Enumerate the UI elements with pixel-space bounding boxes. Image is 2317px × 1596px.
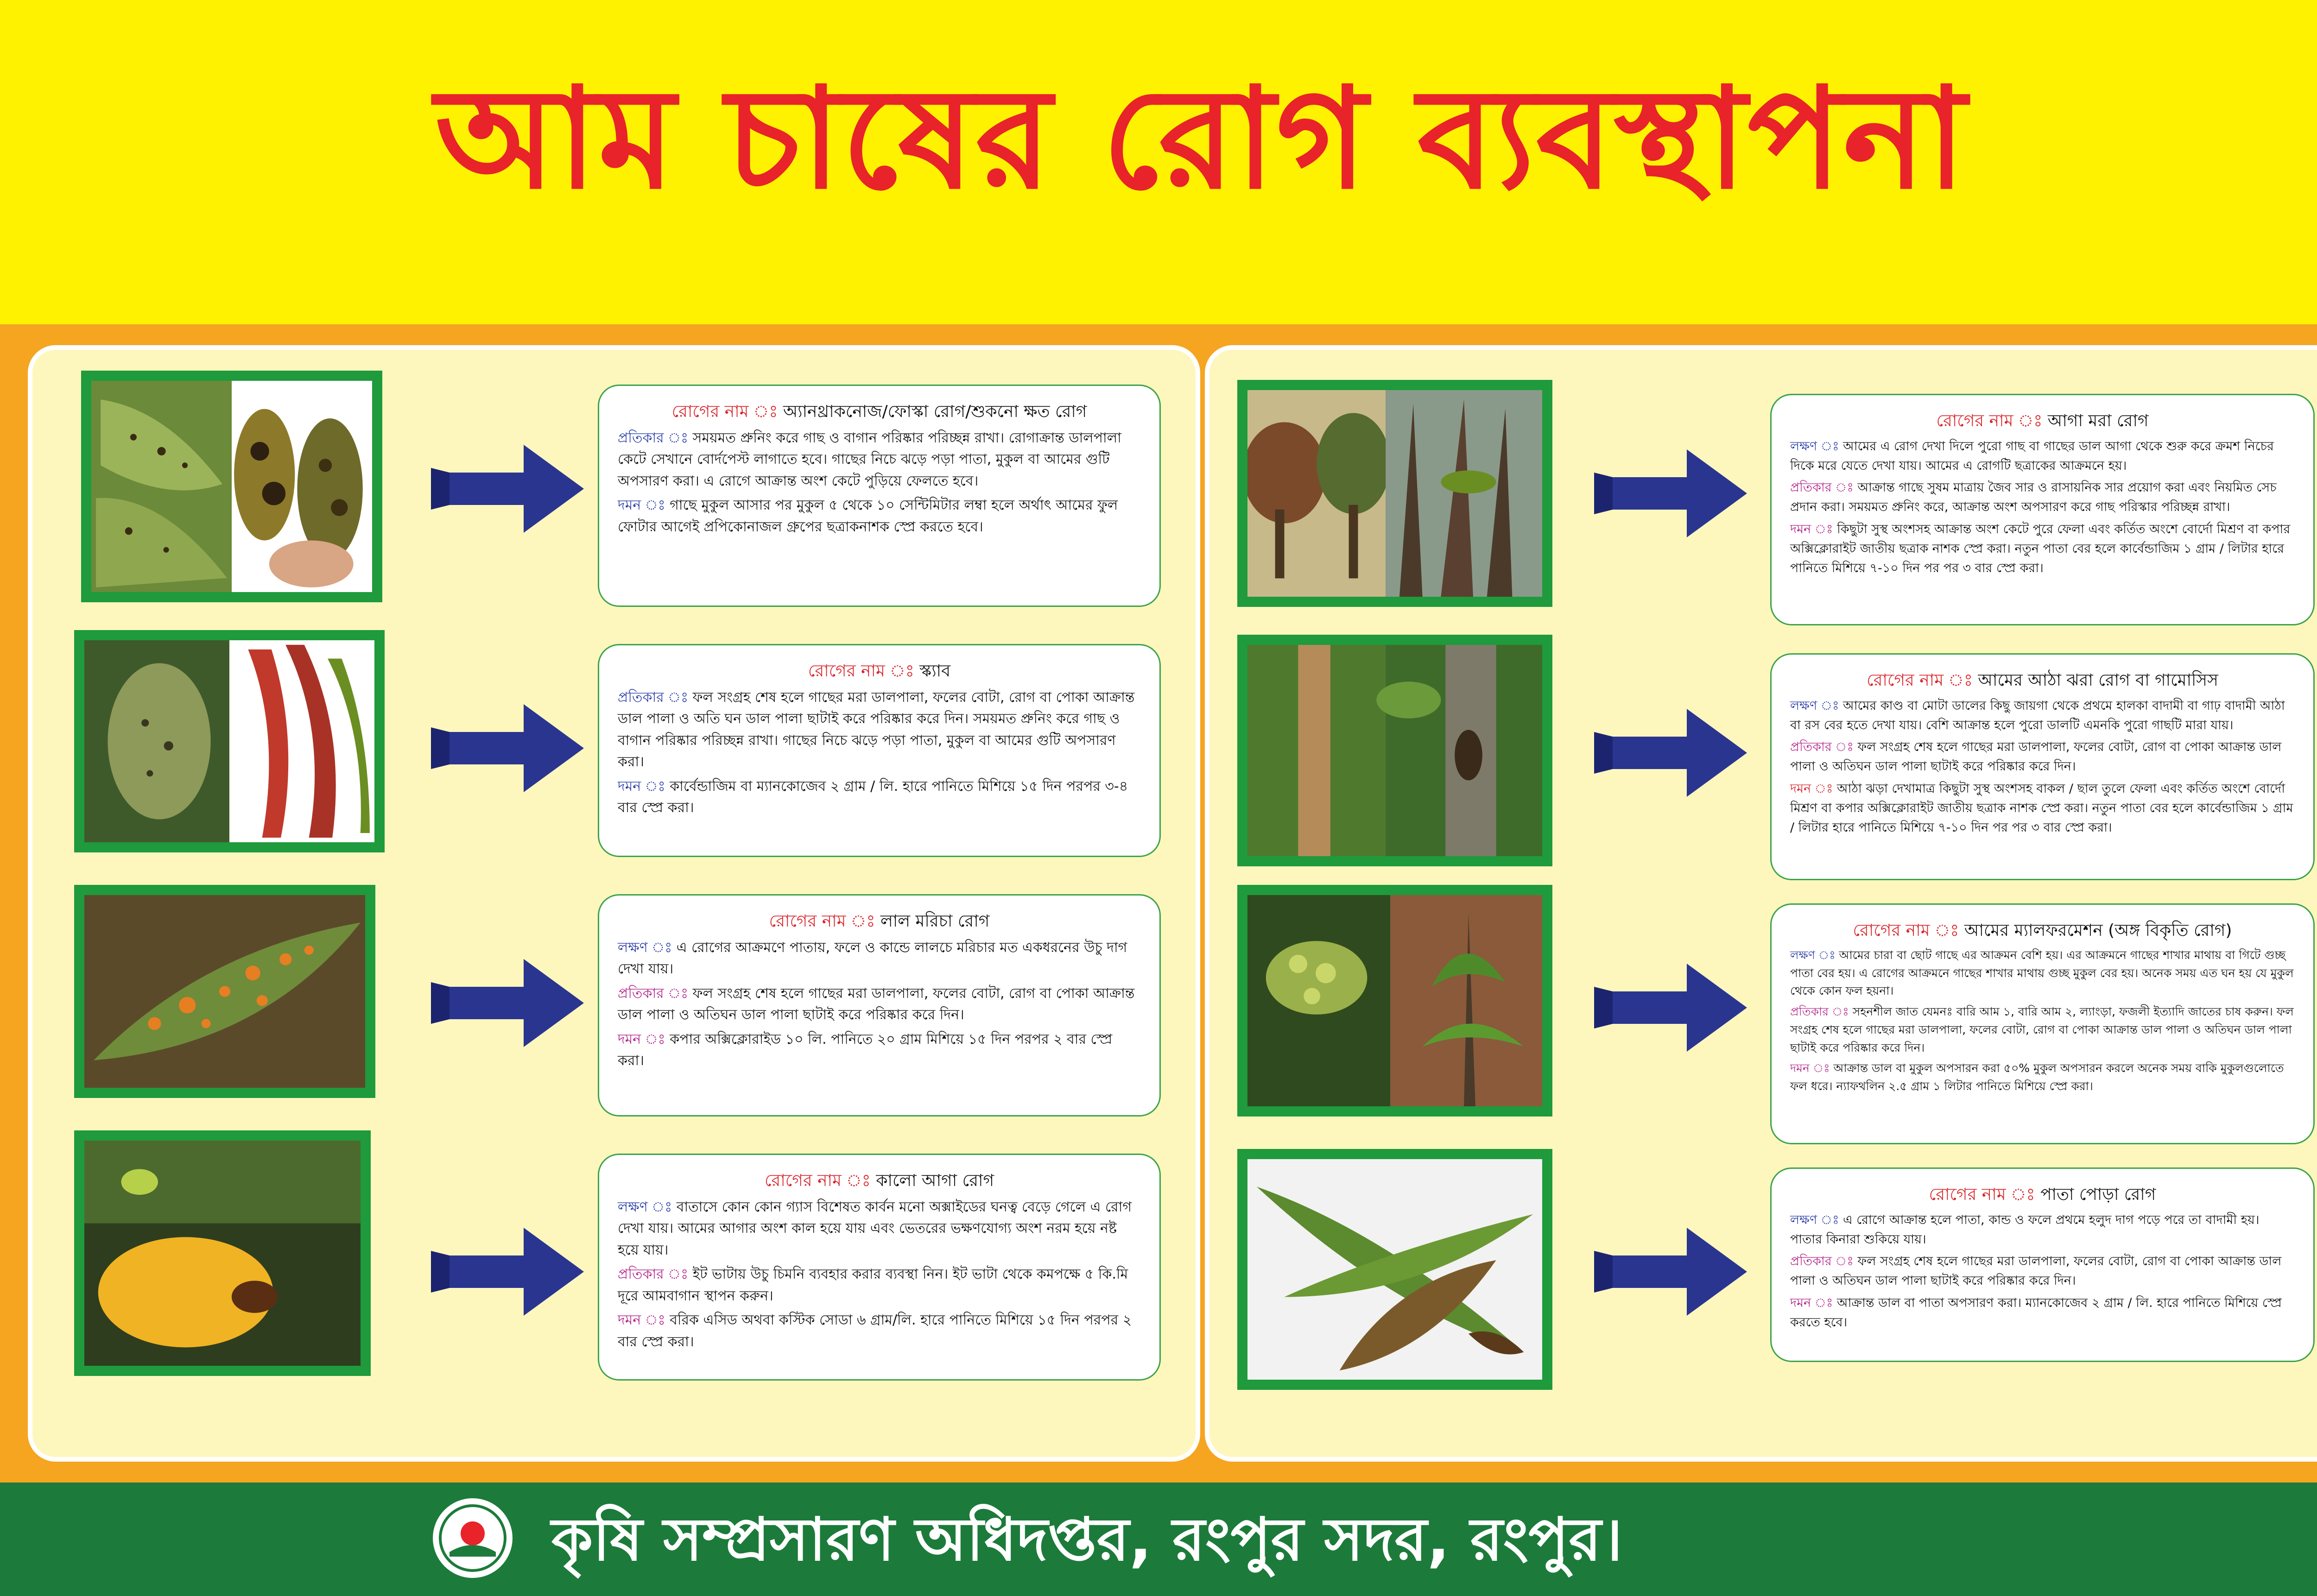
control-text: কিছুটা সুস্থ অংশসহ আক্রান্ত অংশ কেটে পুরে ফেলা এবং কর্তিত অংশে বোর্দো মিশ্রণ বা কপার অক্সিক্লোরাইট জাতীয় ছত্রাক নাশক স্প্রে করা। নতুন পাতা বের হলে কার্বেন্ডাজিম ১ গ্রাম / লিটার হারে পানিতে মিশিয়ে ৭-১০ দিন পর পর ৩ বার স্প্রে করা। [1790,522,2291,575]
remedy-text: আক্রান্ত গাছে সুষম মাত্রায় জৈব সার ও রাসায়নিক সার প্রয়োগ করা এবং নিয়মিত সেচ প্রদান করা। সময়মত প্রুনিং করে, আক্রান্ত অংশ অপসারণ করে গাছ পরিস্কার পরিচ্ছন্ন রাখা। [1790,480,2277,515]
disease-card-leaf-scorch [1770,1167,2315,1362]
control-text: গাছে মুকুল আসার পর মুকুল ৫ থেকে ১০ সেন্টিমিটার লম্বা হলে অর্থাৎ আমের ফুল ফোটার আগেই প্রপিকোনাজল গ্রুপের ছত্রাকনাশক স্প্রে করতে হবে। [618,497,1118,535]
control-text: কার্বেন্ডাজিম বা ম্যানকোজেব ২ গ্রাম / লি. হারে পানিতে মিশিয়ে ১৫ দিন পরপর ৩-৪ বার স্প্রে করা। [618,778,1128,816]
control-label: দমন ঃ [618,1031,665,1047]
photo-anthracnose [81,371,382,602]
remedy-text: সহনশীল জাত যেমনঃ বারি আম ১, বারি আম ২, ল্যাংড়া, ফজলী ইত্যাদি জাতের চাষ করুন। ফল সংগ্রহ শেষ হলে গাছের মরা ডালপালা, ফলের বোটা, রোগ বা পোকা আক্রান্ত ডাল পালা ও অতিঘন ডাল পালা ছাটাই করে পরিষ্কার করে দিন। [1790,1005,2294,1054]
remedy-text: ফল সংগ্রহ শেষ হলে গাছের মরা ডালপালা, ফলের বোটা, রোগ বা পোকা আক্রান্ত ডাল পালা ও অতিঘন ডাল পালা ছাটাই করে পরিষ্কার করে দিন। [1790,1254,2282,1288]
remedy-label: প্রতিকার ঃ [618,689,689,706]
disease-name-label: রোগের নাম ঃ [769,912,875,931]
symptom-text: আমের এ রোগ দেখা দিলে পুরো গাছ বা গাছের ডাল আগা থেকে শুরু করে ক্রমশ নিচের দিকে মরে যেতে দেখা যায়। আমের এ রোগটি ছত্রাকের আক্রমনে হয়। [1790,439,2274,473]
disease-name-label: রোগের নাম ঃ [1867,671,1973,690]
control-label: দমন ঃ [1790,782,1833,796]
remedy-text: ফল সংগ্রহ শেষ হলে গাছের মরা ডালপালা, ফলের বোটা, রোগ বা পোকা আক্রান্ত ডাল পালা ও অতি ঘন ডাল পালা ছাটাই করে পরিষ্কার করে দিন। সময়মত প্রুনিং করে গাছ ও বাগান পরিষ্কার পরিচ্ছন্ন রাখা। গাছের নিচে ঝড়ে পড়া পাতা, মুকুল বা আমের গুটি অপসারণ করা। [618,689,1135,770]
symptom-text: আমের কাণ্ড বা মোটা ডালের কিছু জায়গা থেকে প্রথমে হালকা বাদামী বা গাঢ় বাদামী আঠা বা রস বের হতে দেখা যায়। বেশি আক্রান্ত হলে পুরো ডালটি এমনকি পুরো গাছটি মারা যায়। [1790,698,2285,732]
disease-card-anthracnose [598,385,1161,607]
remedy-text: ফল সংগ্রহ শেষ হলে গাছের মরা ডালপালা, ফলের বোটা, রোগ বা পোকা আক্রান্ত ডাল পালা ও অতিঘন ডাল পালা ছাটাই করে পরিষ্কার করে দিন। [618,985,1135,1023]
remedy-label: প্রতিকার ঃ [1790,480,1854,495]
symptom-label: লক্ষণ ঃ [1790,948,1836,962]
remedy-label: প্রতিকার ঃ [1790,740,1854,755]
symptom-label: লক্ষণ ঃ [1790,439,1839,454]
photo-gummosis [1237,635,1552,866]
disease-card-black-tip [598,1154,1161,1381]
disease-card-scab [598,644,1161,857]
photo-leaf-scorch [1237,1149,1552,1390]
remedy-label: প্রতিকার ঃ [618,985,689,1002]
disease-name: পাতা পোড়া রোগ [2040,1185,2156,1204]
symptom-label: লক্ষণ ঃ [618,939,672,956]
remedy-text: সময়মত প্রুনিং করে গাছ ও বাগান পরিষ্কার পরিচ্ছন্ন রাখা। রোগাক্রান্ত ডালপালা কেটে সেখানে বোর্দপেস্ট লাগাতে হবে। গাছের নিচে ঝড়ে পড়া পাতা, মুকুল বা আমের গুটি অপসারণ করা। এ রোগে আক্রান্ত অংশ কেটে পুড়িয়ে ফেলতে হবে। [618,429,1121,489]
symptom-label: লক্ষণ ঃ [1790,1212,1839,1227]
symptom-text: আমের চারা বা ছোট গাছে এর আক্রমন বেশি হয়। এর আক্রমনে গাছের শাখার মাথায় বা গিটে গুচ্ছ পাতা বের হয়। এ রোগের আক্রমনে গাছের শাখার মাথায় গুচ্ছ মুকুল বের হয়। অনেক সময় এত ঘন হয় যে মুকুল থেকে কোন ফল হয়না। [1790,948,2294,998]
disease-name-label: রোগের নাম ঃ [764,1171,871,1190]
footer-organization: কৃষি সম্প্রসারণ অধিদপ্তর, রংপুর সদর, রংপুর। [551,1505,1623,1574]
remedy-text: ইট ভাটায় উচু চিমনি ব্যবহার করার ব্যবস্থা নিন। ইট ভাটা থেকে কমপক্ষে ৫ কি.মি দূরে আমবাগান স্থাপন করুন। [618,1266,1128,1304]
control-label: দমন ঃ [1790,1061,1830,1075]
control-text: আঠা ঝড়া দেখামাত্র কিছুটা সুস্থ অংশসহ বাকল / ছাল তুলে ফেলা এবং কর্তিত অংশে বোর্দো মিশ্রণ বা কপার অক্সিক্লোরাইট জাতীয় ছত্রাক নাশক স্প্রে করা। নতুন পাতা বের হলে কার্বেন্ডাজিম ১ গ্রাম / লিটার হারে পানিতে মিশিয়ে ৭-১০ দিন পর পর ৩ বার স্প্রে করা। [1790,782,2293,835]
disease-name-label: রোগের নাম ঃ [1936,411,2043,430]
photo-malformation [1237,885,1552,1117]
photo-scab [74,630,385,852]
symptom-label: লক্ষণ ঃ [1790,698,1839,713]
remedy-label: প্রতিকার ঃ [618,429,689,446]
remedy-label: প্রতিকার ঃ [618,1266,689,1283]
disease-name: লাল মরিচা রোগ [880,912,990,931]
remedy-label: প্রতিকার ঃ [1790,1254,1854,1269]
disease-name: আগা মরা রোগ [2047,411,2149,430]
symptom-text: এ রোগের আক্রমণে পাতায়, ফলে ও কান্ডে লালচে মরিচার মত একধরনের উচু দাগ দেখা যায়। [618,939,1127,978]
disease-name-label: রোগের নাম ঃ [671,402,778,421]
control-label: দমন ঃ [1790,1296,1833,1311]
photo-black-tip [74,1130,371,1376]
control-label: দমন ঃ [618,778,665,795]
photo-red-rust [74,885,375,1098]
arrow-right-icon [1594,709,1747,797]
control-text: আক্রান্ত ডাল বা পাতা অপসারণ করা। ম্যানকোজেব ২ গ্রাম / লি. হারে পানিতে মিশিয়ে স্প্রে করতে হবে। [1790,1296,2282,1330]
government-seal-icon [431,1496,514,1580]
disease-name-label: রোগের নাম ঃ [1929,1185,2035,1204]
disease-name-label: রোগের নাম ঃ [808,662,914,681]
symptom-label: লক্ষণ ঃ [618,1199,672,1215]
arrow-right-icon [1594,964,1747,1052]
arrow-right-icon [1594,449,1747,537]
remedy-text: ফল সংগ্রহ শেষ হলে গাছের মরা ডালপালা, ফলের বোটা, রোগ বা পোকা আক্রান্ত ডাল পালা ও অতিঘন ডাল পালা ছাটাই করে পরিষ্কার করে দিন। [1790,740,2282,774]
arrow-right-icon [431,445,584,533]
disease-name-label: রোগের নাম ঃ [1853,921,1959,940]
control-label: দমন ঃ [1790,522,1833,537]
photo-dieback [1237,380,1552,607]
disease-card-dieback [1770,394,2315,625]
control-text: আক্রান্ত ডাল বা মুকুল অপসারন করা ৫০% মুকুল অপসারন করলে অনেক সময় বাকি মুকুলগুলোতে ফল ধরে। ন্যাফথলিন ২.৫ গ্রাম ১ লিটার পানিতে মিশিয়ে স্প্রে করা। [1790,1061,2284,1093]
page-title: আম চাষের রোগ ব্যবস্থাপনা [435,58,1968,220]
disease-name: কালো আগা রোগ [876,1171,994,1190]
control-label: দমন ঃ [618,497,665,514]
symptom-text: এ রোগে আক্রান্ত হলে পাতা, কান্ড ও ফলে প্রথমে হলুদ দাগ পড়ে পরে তা বাদামী হয়। পাতার কিনারা শুকিয়ে যায়। [1790,1212,2260,1247]
remedy-label: প্রতিকার ঃ [1790,1005,1849,1019]
symptom-text: বাতাসে কোন কোন গ্যাস বিশেষত কার্বন মনো অক্সাইডের ঘনত্ব বেড়ে গেলে এ রোগ দেখা যায়। আমের আগার অংশ কাল হয়ে যায় এবং ভেতরের ভক্ষণযোগ্য অংশ নরম হয়ে নষ্ট হয়ে যায়। [618,1199,1132,1258]
arrow-right-icon [431,959,584,1047]
control-label: দমন ঃ [618,1312,665,1329]
disease-name: স্ক্যাব [919,662,951,681]
disease-name: আমের ম্যালফরমেশন (অঙ্গ বিকৃতি রোগ) [1964,921,2232,940]
disease-name: অ্যানথ্রাকনোজ/ফোস্কা রোগ/শুকনো ক্ষত রোগ [783,402,1087,421]
disease-card-red-rust [598,894,1161,1117]
arrow-right-icon [1594,1228,1747,1316]
control-text: বরিক এসিড অথবা কস্টিক সোডা ৬ গ্রাম/লি. হারে পানিতে মিশিয়ে ১৫ দিন পরপর ২ বার স্প্রে করা। [618,1312,1132,1350]
disease-card-gummosis [1770,653,2315,880]
arrow-right-icon [431,1228,584,1316]
disease-name: আমের আঠা ঝরা রোগ বা গামোসিস [1978,671,2218,690]
control-text: কপার অক্সিক্লোরাইড ১০ লি. পানিতে ২০ গ্রাম মিশিয়ে ১৫ দিন পরপর ২ বার স্প্রে করা। [618,1031,1113,1069]
arrow-right-icon [431,704,584,792]
disease-card-malformation [1770,903,2315,1144]
